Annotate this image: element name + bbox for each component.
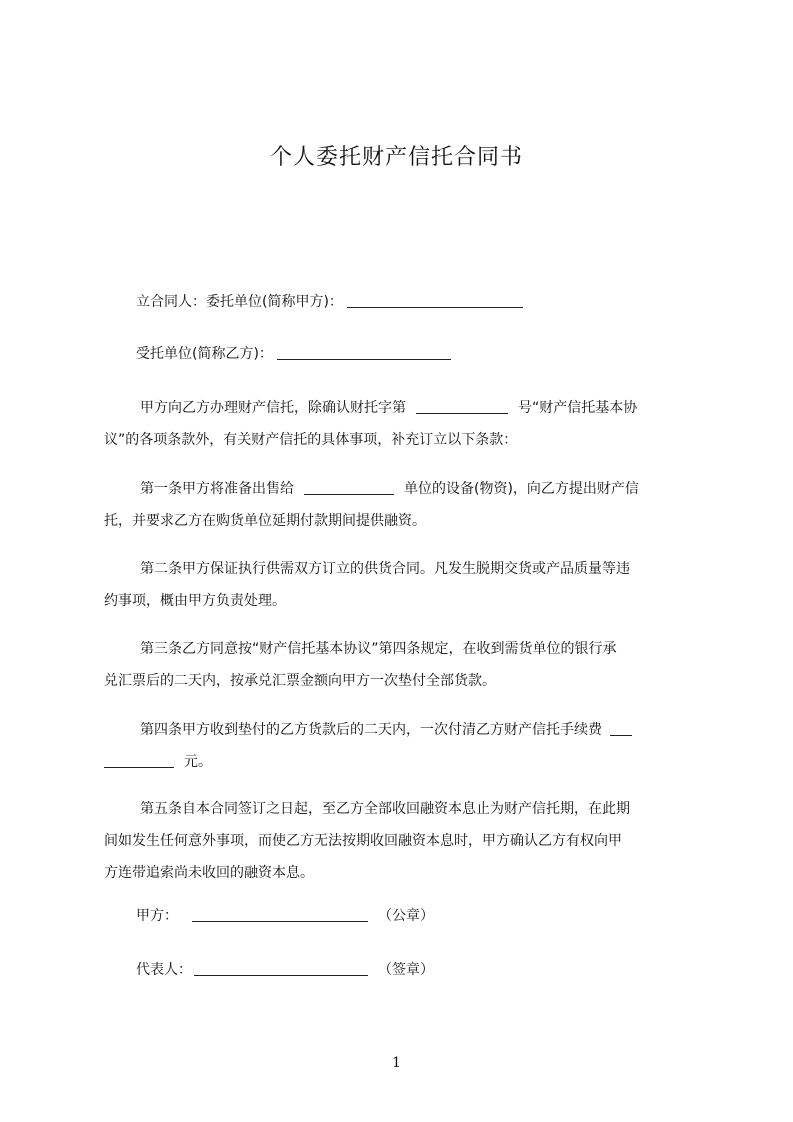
- party-a-sign-label: 甲方：: [136, 908, 178, 924]
- representative-label: 代表人：: [136, 962, 192, 978]
- article2-text-1: 第二条甲方保证执行供需双方订立的供货合同。凡发生脱期交货或产品质量等违: [140, 561, 630, 577]
- article5-text-1: 第五条自本合同签订之日起，至乙方全部收回融资本息止为财产信托期，在此期: [140, 801, 630, 817]
- party-b-blank[interactable]: [277, 343, 451, 360]
- fee-blank-part2[interactable]: [104, 751, 174, 768]
- party-a-sign-blank[interactable]: [192, 905, 368, 922]
- trust-number-blank[interactable]: [416, 397, 508, 414]
- signature-representative: [136, 954, 732, 986]
- fee-blank-part1[interactable]: [610, 719, 632, 736]
- article-2: [104, 553, 700, 617]
- article4-text-1: 第四条甲方收到垫付的乙方货款后的二天内，一次付清乙方财产信托手续费: [140, 722, 602, 738]
- article1-text-2: 单位的设备(物资)，向乙方提出财产信: [404, 481, 639, 497]
- official-seal-label: （公章）: [378, 908, 434, 924]
- party-a-line: [136, 286, 732, 318]
- article5-text-2: 间如发生任何意外事项，而使乙方无法按期收回融资本息时，甲方确认乙方有权向甲: [104, 833, 622, 849]
- article-5: [104, 793, 700, 889]
- intro-paragraph: [104, 392, 700, 456]
- article3-text-1: 第三条乙方同意按“财产信托基本协议”第四条规定，在收到需货单位的银行承: [140, 641, 617, 657]
- article1-text-1: 第一条甲方将准备出售给: [140, 481, 294, 497]
- buyer-unit-blank[interactable]: [304, 478, 394, 495]
- intro-text-3: 议”的各项条款外，有关财产信托的具体事项，补充订立以下条款：: [104, 432, 518, 448]
- article-1: [104, 473, 700, 537]
- signature-seal-label: （签章）: [378, 962, 434, 978]
- intro-text-1: 甲方向乙方办理财产信托，除确认财托字第: [140, 400, 406, 416]
- fee-unit: 元。: [184, 754, 212, 770]
- document-title: 个人委托财产信托合同书: [269, 145, 523, 170]
- article-4: [104, 714, 700, 778]
- article5-text-3: 方连带追索尚未收回的融资本息。: [104, 865, 314, 881]
- article-3: [104, 633, 700, 697]
- article1-text-3: 托，并要求乙方在购货单位延期付款期间提供融资。: [104, 513, 426, 529]
- intro-text-2: 号“财产信托基本协: [518, 400, 638, 416]
- party-b-line: [136, 338, 732, 370]
- signature-party-a: [136, 900, 732, 932]
- party-a-label: 立合同人：委托单位(简称甲方)：: [136, 294, 343, 310]
- representative-sign-blank[interactable]: [194, 959, 368, 976]
- party-b-label: 受托单位(简称乙方)：: [136, 346, 273, 362]
- party-a-blank[interactable]: [347, 291, 523, 308]
- page-number: 1: [392, 1055, 401, 1071]
- article3-text-2: 兑汇票后的二天内，按承兑汇票金额向甲方一次垫付全部货款。: [104, 673, 496, 689]
- article2-text-2: 约事项，概由甲方负责处理。: [104, 593, 286, 609]
